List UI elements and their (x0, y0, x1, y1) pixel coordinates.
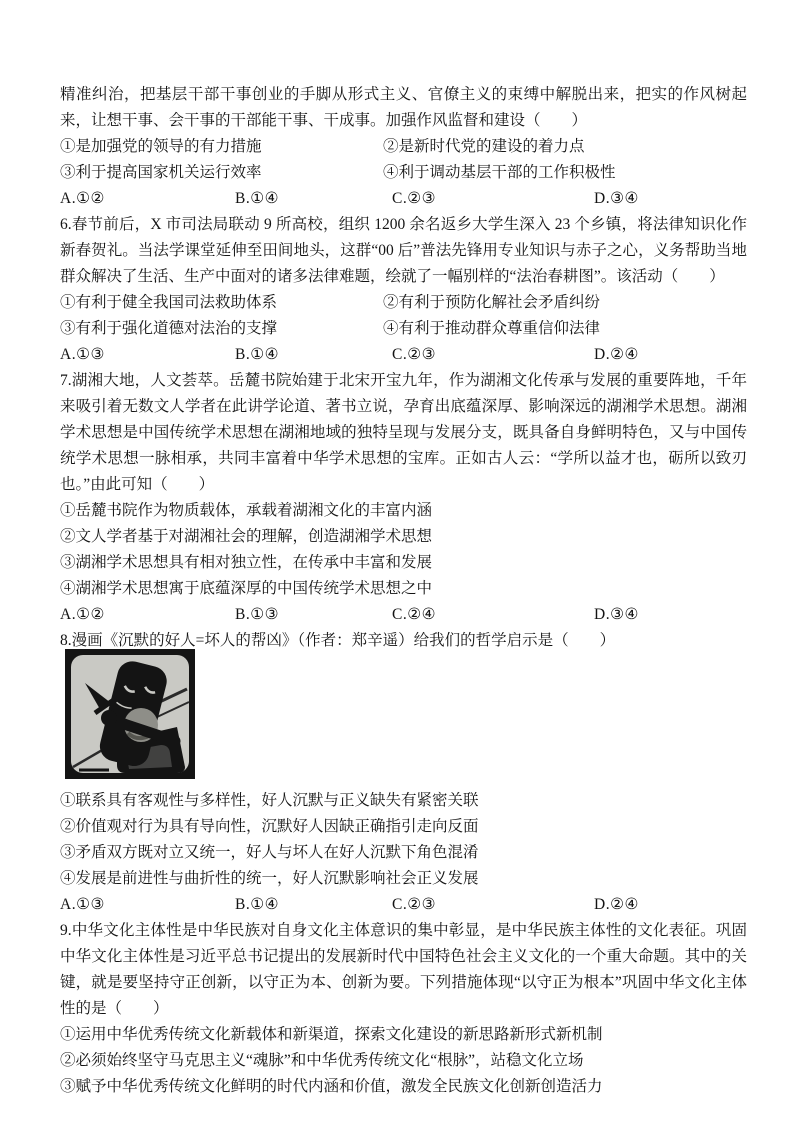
option-4: ④利于调动基层干部的工作积极性 (383, 164, 616, 181)
answer-b: B.①④ (235, 190, 280, 207)
option-1: ①有利于健全我国司法救助体系 (60, 294, 278, 311)
question-7-stem: 7.湖湘大地，人文荟萃。岳麓书院始建于北宋开宝九年，作为湖湘文化传承与发展的重要阵地，千年来吸引着无数文人学者在此讲学论道、著书立说，孕育出底蕴深厚、影响深远的湖湘学术思想。湖湘学术思想是中国传统学术思想在湖湘地域的独特呈现与发展分支，既具备自身鲜明特色，又与中国传统学术思想一脉相承，共同丰富着中华学术思想的宝库。正如古人云：“学所以益才也，砺所以致刃也。”由此可知（ ） (60, 372, 747, 493)
option-3: ③有利于强化道德对法治的支撑 (60, 320, 278, 337)
question-block-9 (60, 918, 747, 1100)
question-5-options (60, 134, 747, 186)
question-block-8 (60, 628, 747, 918)
answer-b: B.①④ (235, 896, 280, 913)
answer-d: D.③④ (594, 606, 639, 623)
option-2: ②必须始终坚守马克思主义“魂脉”和中华优秀传统文化“根脉”，站稳文化立场 (60, 1052, 584, 1069)
answer-d: D.③④ (594, 190, 639, 207)
option-4: ④有利于推动群众尊重信仰法律 (383, 320, 601, 337)
question-block-5 (60, 82, 747, 212)
option-1: ①联系具有客观性与多样性，好人沉默与正义缺失有紧密关联 (60, 792, 479, 809)
option-4: ④湖湘学术思想寓于底蕴深厚的中国传统学术思想之中 (60, 580, 433, 597)
question-block-6 (60, 212, 747, 368)
question-6-options (60, 290, 747, 342)
question-7-answers (60, 602, 747, 628)
option-2: ②是新时代党的建设的着力点 (383, 138, 585, 155)
option-2: ②文人学者基于对湖湘社会的理解，创造湖湘学术思想 (60, 528, 433, 545)
option-2: ②有利于预防化解社会矛盾纠纷 (383, 294, 601, 311)
option-3: ③利于提高国家机关运行效率 (60, 164, 262, 181)
answer-c: C.②③ (392, 346, 437, 363)
question-6-answers (60, 342, 747, 368)
question-5-answers (60, 186, 747, 212)
option-3: ③湖湘学术思想具有相对独立性，在传承中丰富和发展 (60, 554, 433, 571)
answer-b: B.①④ (235, 346, 280, 363)
answer-d: D.②④ (594, 896, 639, 913)
question-block-7 (60, 368, 747, 628)
answer-c: C.②④ (392, 606, 437, 623)
answer-c: C.②③ (392, 896, 437, 913)
question-8-answers (60, 892, 747, 918)
option-4: ④发展是前进性与曲折性的统一，好人沉默影响社会正义发展 (60, 870, 479, 887)
option-3: ③矛盾双方既对立又统一，好人与坏人在好人沉默下角色混淆 (60, 844, 479, 861)
question-9-stem: 9.中华文化主体性是中华民族对自身文化主体意识的集中彰显，是中华民族主体性的文化表征。巩固中华文化主体性是习近平总书记提出的发展新时代中国特色社会主义文化的一个重大命题。其中的关键，就是要坚持守正创新，以守正为本、创新为要。下列措施体现“以守正为根本”巩固中华文化主体性的是（ ） (60, 922, 747, 1017)
option-3: ③赋予中华优秀传统文化鲜明的时代内涵和价值，激发全民族文化创新创造活力 (60, 1078, 603, 1095)
option-1: ①岳麓书院作为物质载体，承载着湖湘文化的丰富内涵 (60, 502, 433, 519)
question-6-stem: 6.春节前后，X 市司法局联动 9 所高校，组织 1200 余名返乡大学生深入 23 个乡镇，将法律知识化作新春贺礼。当法学课堂延伸至田间地头，这群“00 后”普法先锋用专业知识与赤子之心，义务帮助当地群众解决了生活、生产中面对的诸多法律难题，绘就了一幅别样的“法治春耕图”。该活动（ ） (60, 216, 747, 285)
question-5-stem: 精准纠治，把基层干部干事创业的手脚从形式主义、官僚主义的束缚中解脱出来，把实的作风树起来，让想干事、会干事的干部能干事、干成事。加强作风监督和建设（ ） (60, 86, 747, 129)
answer-b: B.①③ (235, 606, 280, 623)
option-1: ①是加强党的领导的有力措施 (60, 138, 262, 155)
answer-a: A.①③ (60, 896, 105, 913)
answer-a: A.①② (60, 190, 105, 207)
answer-d: D.②④ (594, 346, 639, 363)
comic-illustration-icon (65, 649, 195, 779)
option-2: ②价值观对行为具有导向性，沉默好人因缺正确指引走向反面 (60, 818, 479, 835)
question-8-stem: 8.漫画《沉默的好人=坏人的帮凶》（作者：郑辛遥）给我们的哲学启示是（ ） (60, 632, 616, 649)
answer-a: A.①② (60, 606, 105, 623)
answer-c: C.②③ (392, 190, 437, 207)
option-1: ①运用中华优秀传统文化新载体和新渠道，探索文化建设的新思路新形式新机制 (60, 1026, 603, 1043)
answer-a: A.①③ (60, 346, 105, 363)
